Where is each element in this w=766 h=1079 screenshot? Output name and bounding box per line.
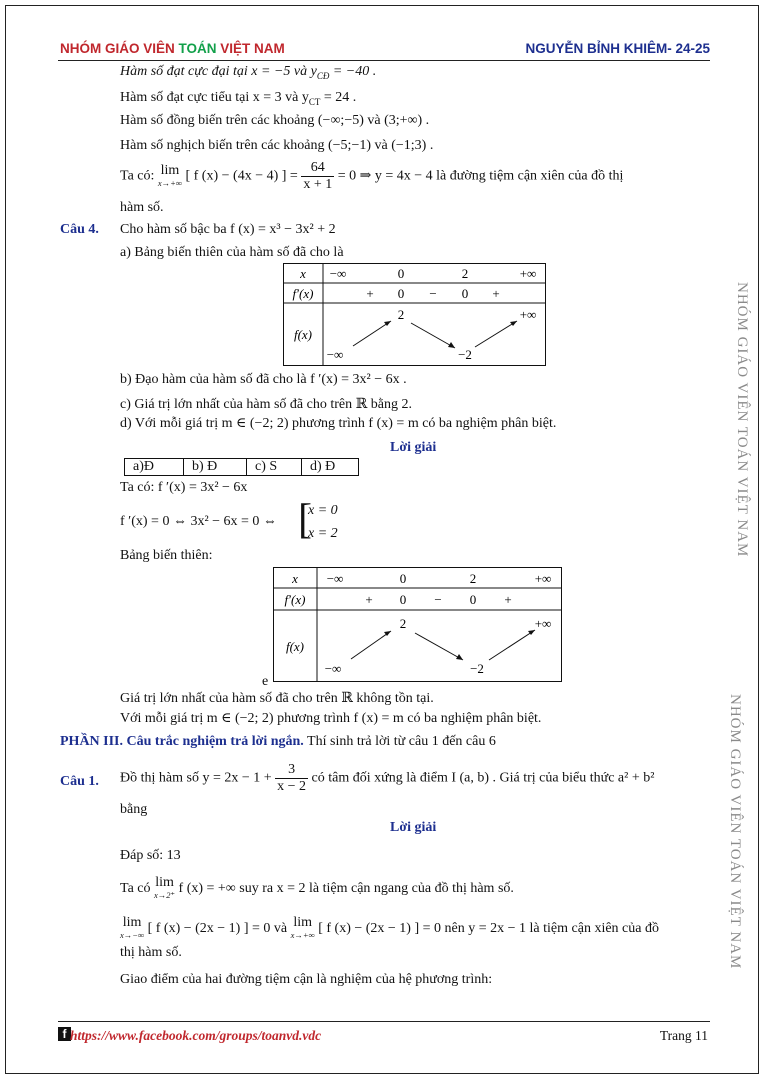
svg-text:−∞: −∞ [324, 661, 342, 676]
cau1-loigiai: Lời giải [390, 820, 437, 835]
cau4-s2: f ′(x) = 0 ⇔ 3x² − 6x = 0 ⇔ [120, 514, 277, 529]
bbt2-fp-label: f′(x) [284, 592, 306, 607]
line-asymptote: Ta có: lim x→+∞ [ f (x) − (4x − 4) ] = $\frac{64}{x + 1}$ = 0 ⇒ y = 4x − 4 là đường tiệm cận xiên của đồ thị [120, 160, 624, 192]
bbt1-x-label: x [300, 266, 306, 281]
svg-text:+: + [492, 286, 500, 301]
cau4-s5: Với mỗi giá trị m ∈ (−2; 2) phương trình f (x) = m có ba nghiệm phân biệt. [120, 711, 542, 726]
cau4-s1: Ta có: f ′(x) = 3x² − 6x [120, 480, 248, 495]
page-number: Trang 11 [659, 1028, 708, 1043]
svg-text:−2: −2 [470, 661, 484, 676]
cau1-bang: bằng [120, 802, 148, 817]
svg-text:+: + [504, 592, 512, 607]
bbt1-f-label: f(x) [293, 327, 313, 342]
svg-text:−∞: −∞ [326, 347, 344, 362]
svg-text:0: 0 [399, 592, 407, 607]
line-max: Hàm số đạt cực đại tại x = −5 và $y_{CĐ} = -40$ . [120, 64, 377, 81]
cau4-s3: Bảng biến thiên: [120, 548, 213, 563]
watermark-top: NHÓM GIÁO VIÊN TOÁN VIỆT NAM [734, 282, 750, 558]
header-left: NHÓM GIÁO VIÊN TOÁN VIỆT NAM [60, 41, 285, 56]
stray-mark: e [262, 674, 269, 689]
line-min: Hàm số đạt cực tiểu tại x = 3 và $y_{CT} = 24$ . [120, 90, 357, 107]
svg-text:−: − [434, 592, 442, 607]
bbt1-x-0: −∞ [329, 266, 347, 281]
cau1-t4: Giao điểm của hai đường tiệm cận là nghiệm của hệ phương trình: [120, 972, 493, 987]
root-1: x = 0 [308, 503, 338, 518]
bbt2-x-label: x [292, 571, 298, 586]
cau4-c: c) Giá trị lớn nhất của hàm số đã cho trên ℝ bằng 2. [120, 397, 412, 412]
svg-text:+∞: +∞ [534, 571, 552, 586]
facebook-link[interactable]: https://www.facebook.com/groups/toanvd.vdc [70, 1028, 322, 1043]
answer-b: b) Đ [184, 459, 247, 476]
cau1-t2: lim x→−∞ [ f (x) − (2x − 1) ] = 0 và lim x→+∞ [ f (x) − (2x − 1) ] = 0 nên y = 2x − 1 là tiệm cận xiên của đồ [120, 915, 659, 940]
bbt1-x-3: +∞ [519, 266, 537, 281]
line-hamso: hàm số. [120, 200, 164, 215]
cau4-statement: Cho hàm số bậc ba f (x) = x³ − 3x² + 2 [120, 222, 336, 237]
svg-text:2: 2 [469, 571, 477, 586]
answer-table [124, 458, 359, 476]
svg-text:0: 0 [399, 571, 407, 586]
root-2: x = 2 [308, 526, 338, 541]
bbt1-x-2: 2 [461, 266, 469, 281]
svg-text:+∞: +∞ [534, 616, 552, 631]
cau1-t3: thị hàm số. [120, 945, 182, 960]
svg-text:2: 2 [399, 616, 407, 631]
svg-text:0: 0 [397, 286, 405, 301]
svg-text:+: + [365, 592, 373, 607]
header-rule [58, 60, 710, 61]
svg-text:−: − [429, 286, 437, 301]
svg-text:2: 2 [397, 307, 405, 322]
cau4-loigiai: Lời giải [390, 440, 437, 455]
svg-text:0: 0 [461, 286, 469, 301]
bbt1-fp-label: f′(x) [292, 286, 314, 301]
bbt2-f-label: f(x) [285, 639, 305, 654]
answer-d: d) Đ [302, 459, 359, 476]
cau4-label: Câu 4. [60, 222, 99, 237]
cau1-label: Câu 1. [60, 774, 99, 789]
cau4-s4: Giá trị lớn nhất của hàm số đã cho trên ℝ không tồn tại. [120, 691, 434, 706]
line-increasing: Hàm số đồng biến trên các khoảng (−∞;−5) và (3;+∞) . [120, 113, 430, 128]
watermark-bottom: NHÓM GIÁO VIÊN TOÁN VIỆT NAM [727, 694, 743, 970]
answer-a: a)Đ [125, 459, 184, 476]
svg-text:+∞: +∞ [519, 307, 537, 322]
variation-table-2 [273, 567, 563, 683]
svg-text:−2: −2 [458, 347, 472, 362]
svg-text:−∞: −∞ [326, 571, 344, 586]
cau1-statement: Đồ thị hàm số y = 2x − 1 + $\frac{3}{x - 2}$ có tâm đối xứng là điểm I (a, b) . Giá trị của biểu thức a² + b² [120, 762, 655, 794]
svg-text:0: 0 [469, 592, 477, 607]
phan3-heading: PHẦN III. Câu trắc nghiệm trả lời ngắn. Thí sinh trả lời từ câu 1 đến câu 6 [60, 734, 496, 749]
variation-table-1 [283, 263, 547, 367]
cau1-dapso: Đáp số: 13 [120, 848, 181, 863]
line-decreasing: Hàm số nghịch biến trên các khoảng (−5;−1) và (−1;3) . [120, 138, 434, 153]
answer-c: c) S [247, 459, 302, 476]
cau1-t1: Ta có lim x→2⁺ f (x) = +∞ suy ra x = 2 là tiệm cận ngang của đồ thị hàm số. [120, 875, 514, 900]
cau4-d: d) Với mỗi giá trị m ∈ (−2; 2) phương trình f (x) = m có ba nghiệm phân biệt. [120, 416, 557, 431]
footer-rule [58, 1021, 710, 1022]
cau4-a: a) Bảng biến thiên của hàm số đã cho là [120, 245, 344, 260]
header-right: NGUYỄN BỈNH KHIÊM- 24-25 [525, 41, 710, 56]
svg-text:+: + [366, 286, 374, 301]
bracket: [ [298, 497, 312, 543]
bbt1-x-1: 0 [397, 266, 405, 281]
facebook-icon: f [58, 1027, 71, 1041]
cau4-b: b) Đạo hàm của hàm số đã cho là f ′(x) = 3x² − 6x . [120, 372, 407, 387]
